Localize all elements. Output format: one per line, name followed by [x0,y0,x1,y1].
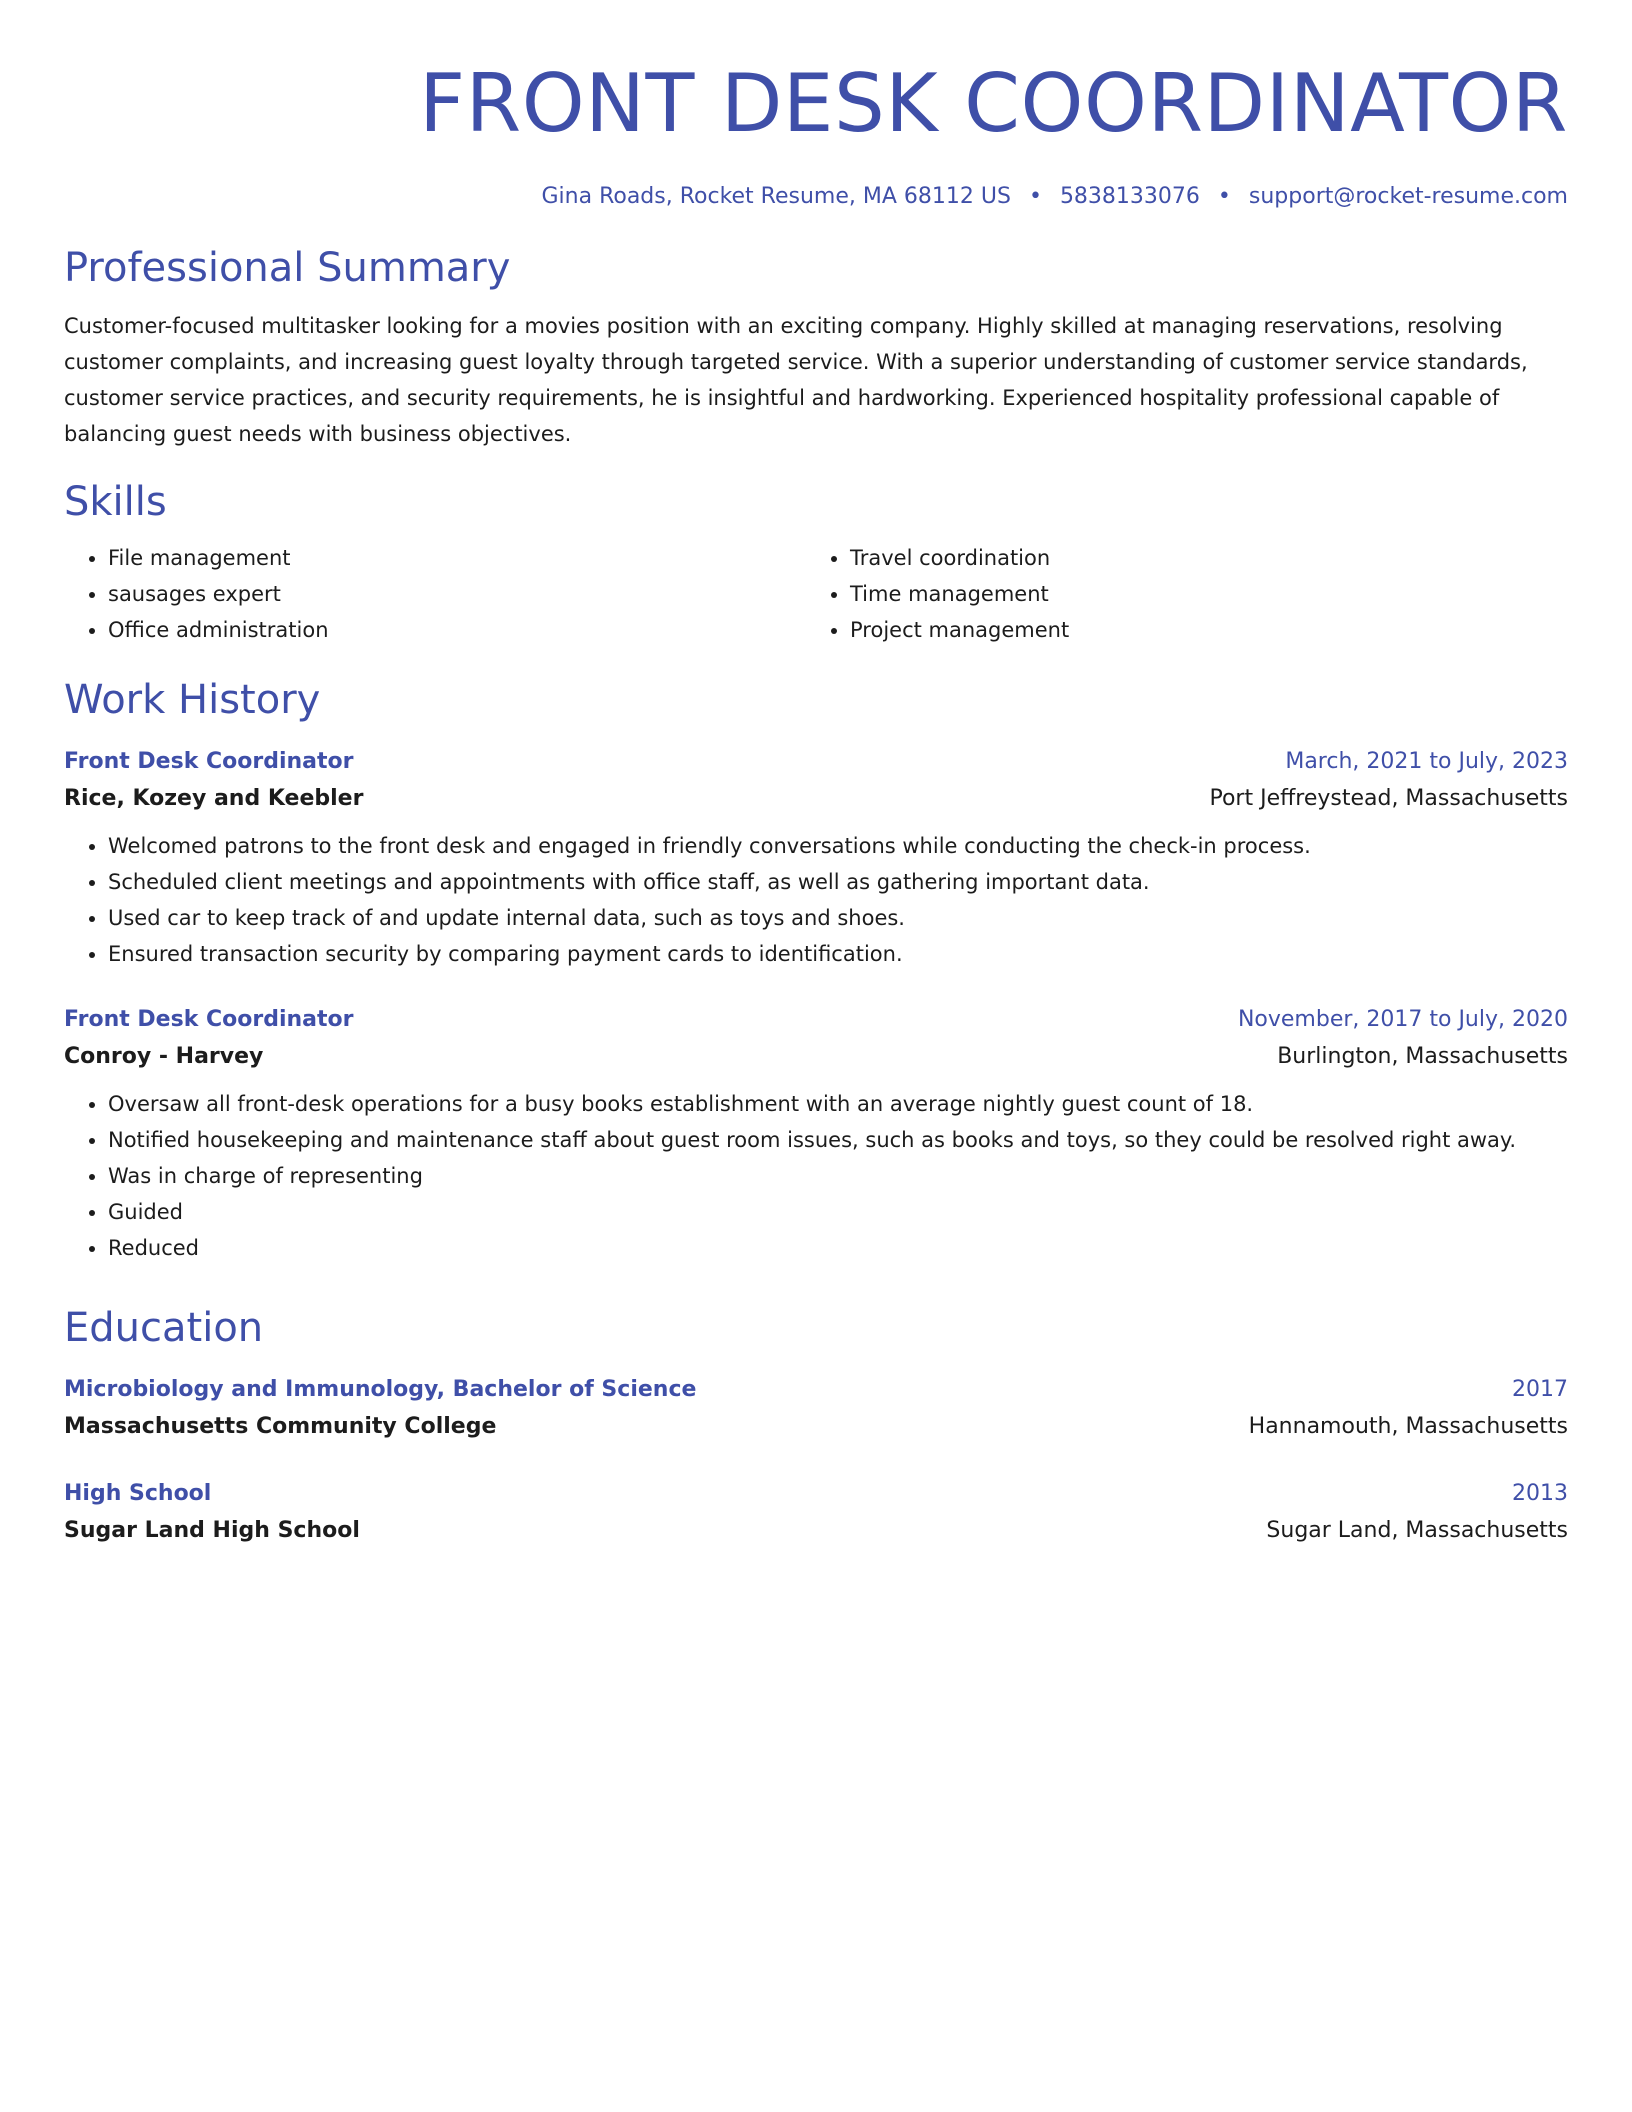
skills-column-right [806,540,1548,648]
skills-column-left [64,540,806,648]
resume-page [64,0,1568,1550]
contact-address: Gina Roads, Rocket Resume, MA 68112 US [541,184,1011,209]
job-dates: March, 2021 to July, 2023 [1285,749,1568,774]
job-location: Burlington, Massachusetts [1277,1044,1568,1069]
education-school-row [64,1512,1568,1550]
job-bullet: • Scheduled client meetings and appointments with office staff, as well as gathering important data. [108,864,1568,900]
summary-text: Customer-focused multitasker looking for a movies position with an exciting company. Highly skilled at managing reservations, resolving customer complaints, and increasing guest loyalty through targeted service. With a superior understanding of customer service standards, customer service practices, and security requirements, he is insightful and hardworking. Experienced hospitality professional capable of balancing guest needs with business objectives. [64,314,1528,446]
job-bullet: • Oversaw all front-desk operations for a busy books establishment with an average nightly guest count of 18. [108,1086,1568,1122]
job-bullets [64,1086,1568,1266]
education-year: 2013 [1512,1481,1568,1506]
contact-email: support@rocket-resume.com [1248,184,1568,209]
job-entry [64,744,1568,972]
job-company-row [64,780,1568,818]
education-entry [64,1372,1568,1446]
job-bullet: • Guided [108,1194,1568,1230]
job-bullet: • Welcomed patrons to the front desk and engaged in friendly conversations while conducting the check-in process. [108,828,1568,864]
skills-list [64,540,1568,648]
education-heading: Education [64,1305,264,1351]
work-history-heading: Work History [64,677,321,723]
skill-item: • Travel coordination [850,540,1548,576]
skill-item: • Time management [850,576,1548,612]
skill-item: • Project management [850,612,1548,648]
education-year: 2017 [1512,1377,1568,1402]
skill-item: • File management [108,540,806,576]
skills-heading: Skills [64,479,167,525]
skill-item: • Office administration [108,612,806,648]
job-bullet: • Used car to keep track of and update internal data, such as toys and shoes. [108,900,1568,936]
resume-header [64,0,1568,212]
job-dates: November, 2017 to July, 2020 [1237,1007,1568,1032]
job-bullet: • Reduced [108,1230,1568,1266]
job-bullets [64,828,1568,972]
education-header-row [64,1372,1568,1408]
education-school: Massachusetts Community College [64,1414,497,1439]
job-company-row [64,1038,1568,1076]
education-entry [64,1476,1568,1550]
job-bullet: • Ensured transaction security by comparing payment cards to identification. [108,936,1568,972]
job-company: Conroy - Harvey [64,1044,264,1069]
summary-heading: Professional Summary [64,245,511,291]
job-entry [64,1002,1568,1266]
job-role: Front Desk Coordinator [64,749,354,774]
resume-title: FRONT DESK COORDINATOR [419,57,1568,150]
job-location: Port Jeffreystead, Massachusetts [1209,786,1568,811]
skill-item: • sausages expert [108,576,806,612]
contact-phone: 5838133076 [1059,184,1200,209]
job-header-row [64,744,1568,780]
job-company: Rice, Kozey and Keebler [64,786,364,811]
education-school: Sugar Land High School [64,1518,360,1543]
contact-separator: • [1028,184,1042,209]
contact-separator: • [1217,184,1231,209]
education-header-row [64,1476,1568,1512]
education-location: Sugar Land, Massachusetts [1266,1518,1568,1543]
job-role: Front Desk Coordinator [64,1007,354,1032]
contact-line [64,182,1568,212]
job-header-row [64,1002,1568,1038]
education-school-row [64,1408,1568,1446]
job-bullet: • Notified housekeeping and maintenance staff about guest room issues, such as books and toys, so they could be resolved right away. [108,1122,1568,1158]
job-bullet: • Was in charge of representing [108,1158,1568,1194]
education-degree: Microbiology and Immunology, Bachelor of Science [64,1377,697,1402]
education-degree: High School [64,1481,212,1506]
education-location: Hannamouth, Massachusetts [1248,1414,1568,1439]
